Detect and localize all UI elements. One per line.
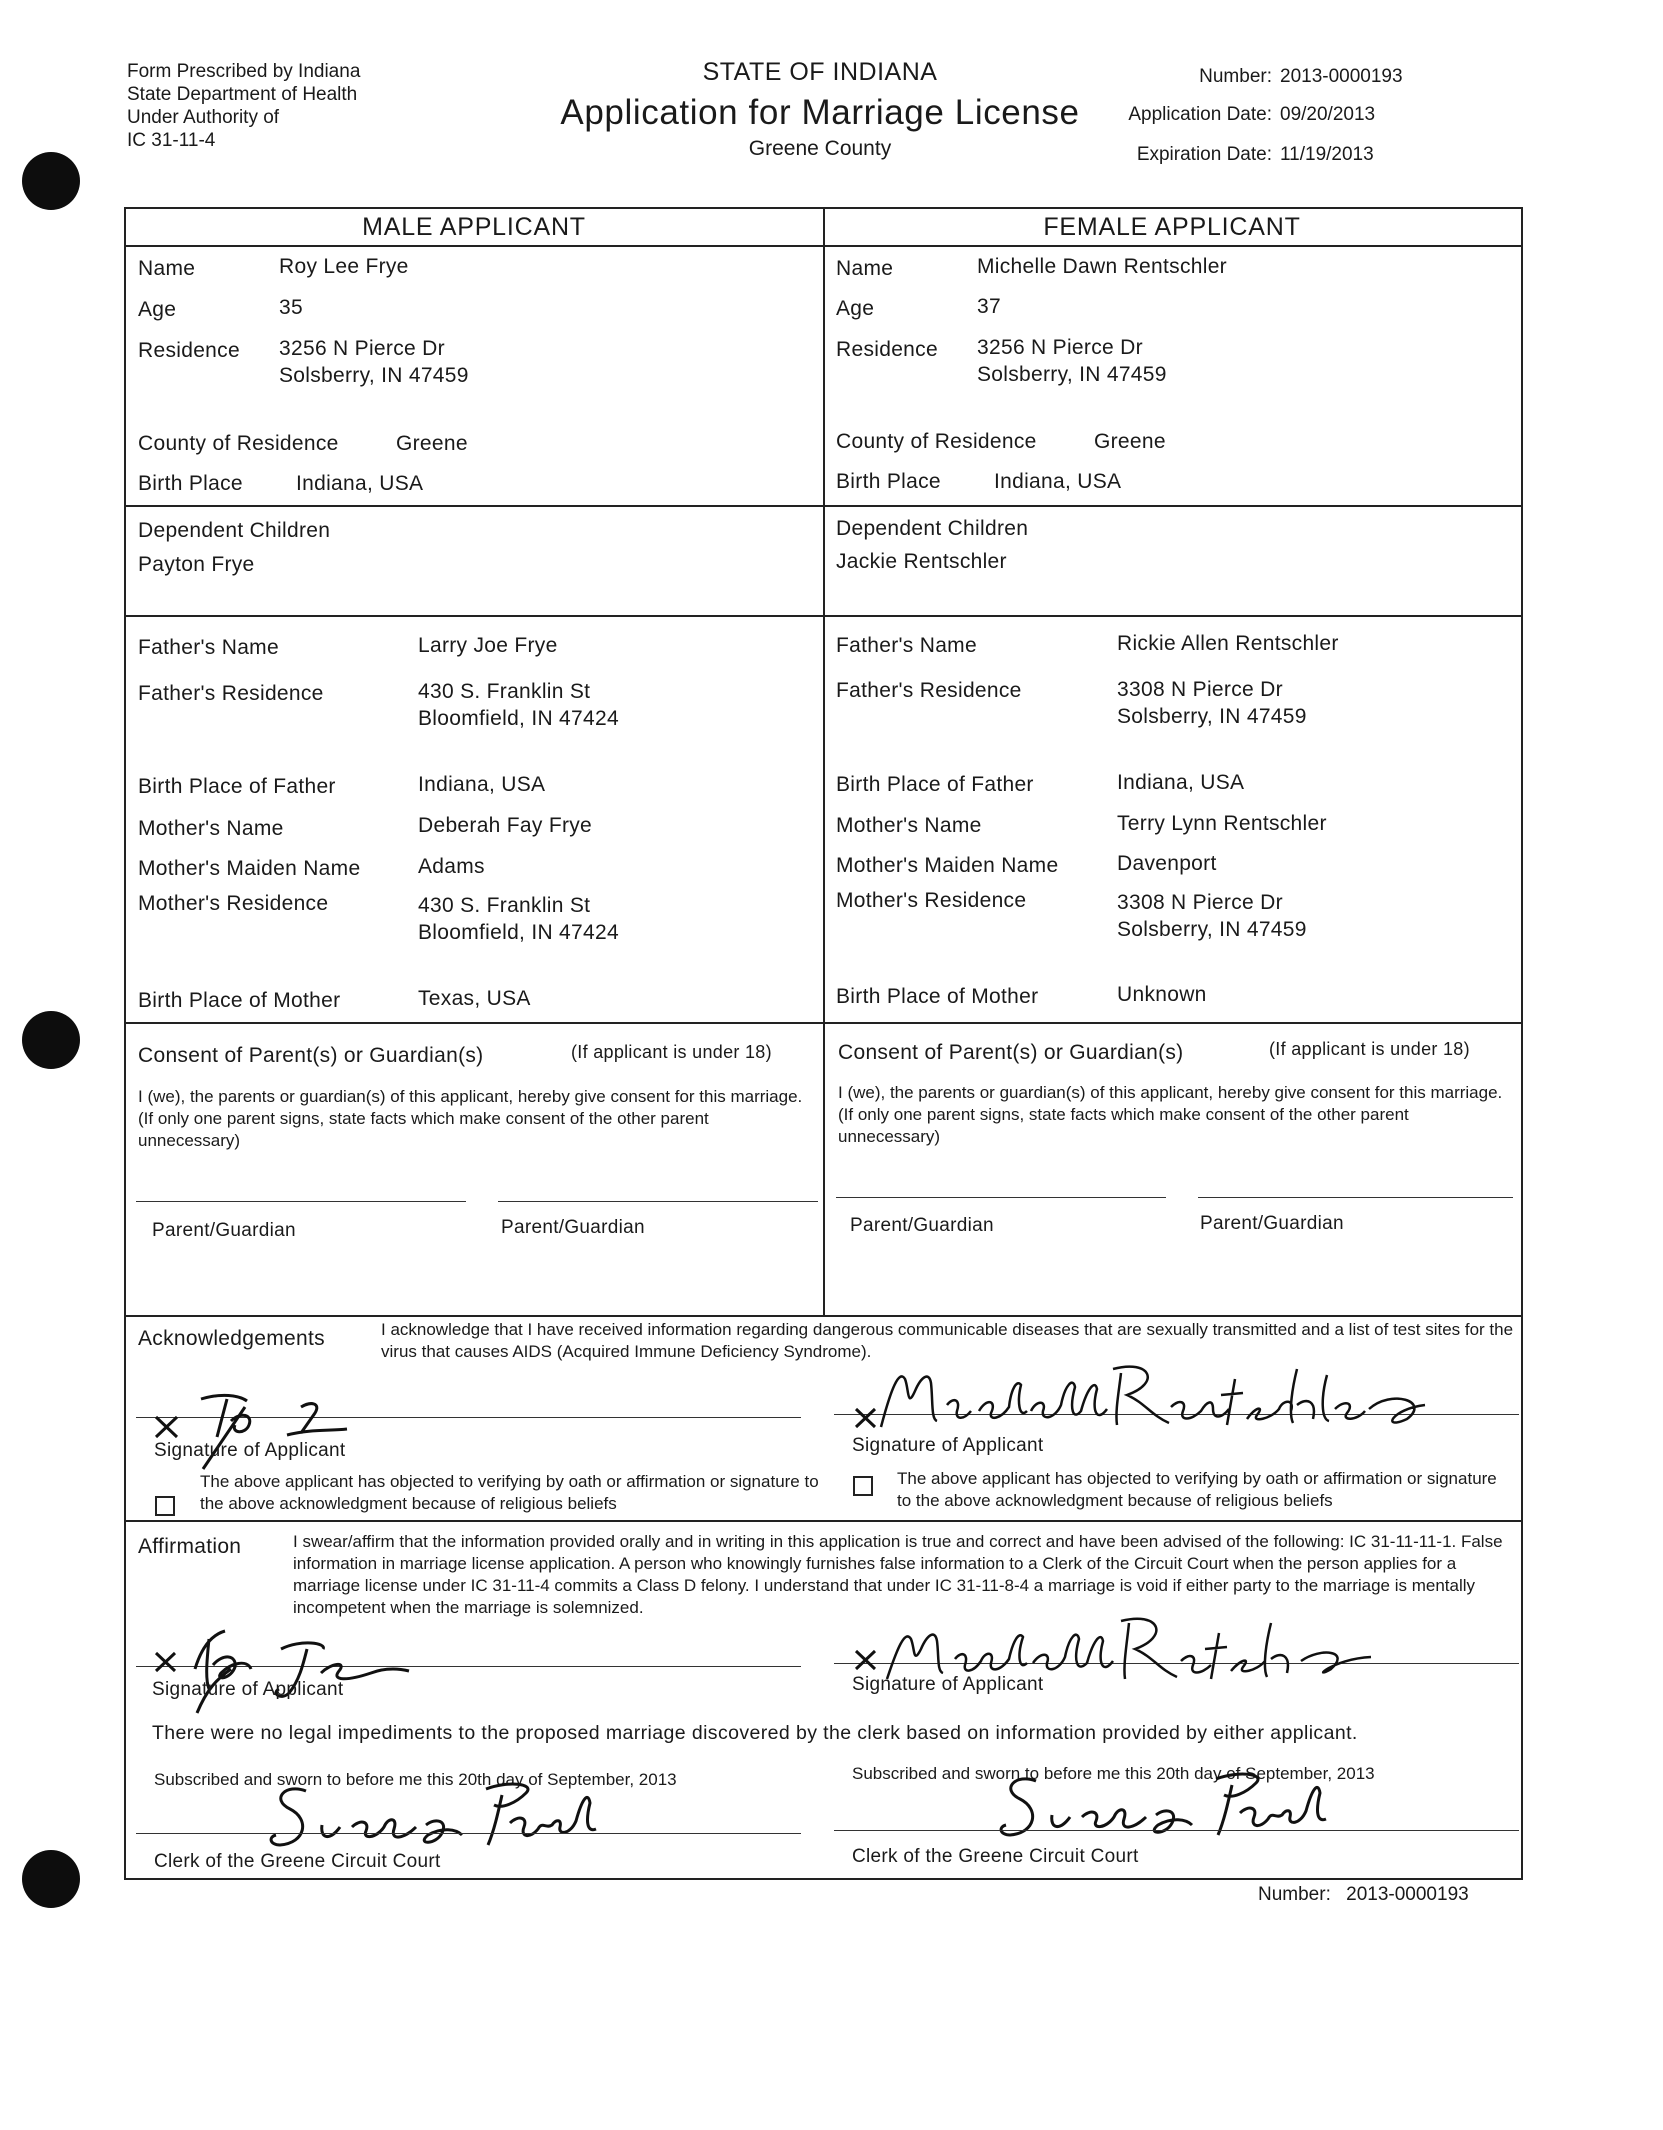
male-sworn-text: Subscribed and sworn to before me this 20th day of September, 2013 [154,1770,677,1789]
license-number: 2013-0000193 [1280,66,1403,87]
female-county-of-residence: Greene [1094,430,1166,453]
male-mothers-residence [418,892,619,946]
address-line: Bloomfield, IN 47424 [418,707,619,730]
authority-line: IC 31-11-4 [127,130,216,151]
mothers-residence-label: Mother's Residence [836,889,1027,912]
consent-note: (If applicant is under 18) [571,1042,772,1062]
religious-objection-text: The above applicant has objected to verifying by oath or affirmation or signature to the above acknowledgment because of religious beliefs [200,1472,819,1513]
fathers-residence-label: Father's Residence [138,682,324,705]
female-fathers-residence [1117,676,1307,730]
dependent-children-label: Dependent Children [836,517,1029,540]
address-line: 430 S. Franklin St [418,894,591,917]
expiration-date: 11/19/2013 [1280,144,1374,165]
acknowledgements-title: Acknowledgements [138,1327,325,1350]
female-sworn-text: Subscribed and sworn to before me this 20th day of September, 2013 [852,1764,1375,1783]
signature-of-applicant-label: Signature of Applicant [852,1674,1044,1695]
binder-hole [22,1011,80,1069]
female-mothers-maiden-name: Davenport [1117,852,1217,875]
female-name: Michelle Dawn Rentschler [977,255,1227,278]
clerk-signature-line-female [834,1830,1519,1831]
license-info [1128,66,1490,176]
female-mothers-name: Terry Lynn Rentschler [1117,812,1327,835]
address-line: 3256 N Pierce Dr [977,336,1143,359]
female-acknowledgement-signature [851,1349,1451,1444]
county-of-residence-label: County of Residence [836,430,1037,453]
residence-label: Residence [138,339,240,362]
male-applicant-heading: MALE APPLICANT [362,213,586,241]
acknowledgements-text: I acknowledge that I have received information regarding dangerous communicable diseases that are sexually transmitted and a list of test sites for the virus that causes AIDS (Acquired Immune Deficiency Syndrome). [381,1320,1514,1361]
residence-label: Residence [836,338,938,361]
divider [126,1315,1521,1317]
mothers-name-label: Mother's Name [138,817,284,840]
authority-line: State Department of Health [127,84,358,105]
parent-signature-line [1198,1197,1513,1198]
fathers-residence-label: Father's Residence [836,679,1022,702]
female-mothers-residence [1117,889,1307,943]
address-line: Solsberry, IN 47459 [977,363,1167,386]
age-label: Age [836,297,875,320]
male-age: 35 [279,296,303,319]
county-name: Greene County [748,137,892,160]
address-line: Solsberry, IN 47459 [279,364,469,387]
birth-place-label: Birth Place [138,472,243,495]
male-birth-place-of-father: Indiana, USA [418,773,546,796]
number-label: Number: [1199,66,1272,87]
religious-objection-checkbox-male[interactable] [155,1496,175,1516]
clerk-signature-female [996,1759,1336,1854]
binder-hole [22,1850,80,1908]
male-fathers-residence [418,678,619,732]
dependent-children-label: Dependent Children [138,519,331,542]
divider [823,209,825,1315]
birth-place-of-mother-label: Birth Place of Mother [138,989,341,1012]
consent-title: Consent of Parent(s) or Guardian(s) [138,1044,484,1067]
consent-text: I (we), the parents or guardian(s) of this applicant, hereby give consent for this marriage. (If only one parent signs, state facts which make consent of the other parent unnecessary) [138,1087,803,1150]
form-heading [490,58,1150,161]
footer-number [1258,1884,1469,1906]
mothers-name-label: Mother's Name [836,814,982,837]
address-line: 430 S. Franklin St [418,680,591,703]
mothers-residence-label: Mother's Residence [138,892,329,915]
clerk-label: Clerk of the Greene Circuit Court [154,1851,441,1872]
male-birth-place-of-mother: Texas, USA [418,987,531,1010]
male-name: Roy Lee Frye [279,255,409,278]
address-line: Solsberry, IN 47459 [1117,918,1307,941]
address-line: Solsberry, IN 47459 [1117,705,1307,728]
application-date: 09/20/2013 [1280,104,1376,125]
female-birth-place: Indiana, USA [994,470,1122,493]
affirmation-title: Affirmation [138,1535,242,1558]
female-fathers-name: Rickie Allen Rentschler [1117,632,1339,655]
footer-number-label: Number: [1258,1884,1331,1905]
form-authority [127,60,360,152]
application-date-label: Application Date: [1128,104,1272,125]
address-line: 3308 N Pierce Dr [1117,678,1283,701]
female-residence [977,334,1167,388]
parent-signature-line [836,1197,1166,1198]
application-form [124,207,1523,1880]
religious-objection-text: The above applicant has objected to verifying by oath or affirmation or signature to the above acknowledgment because of religious beliefs [897,1469,1497,1510]
clerk-signature-male [266,1769,606,1864]
footer-number-value: 2013-0000193 [1346,1884,1469,1905]
female-applicant-heading: FEMALE APPLICANT [1043,213,1301,241]
religious-objection-checkbox-female[interactable] [853,1476,873,1496]
male-dependent-children: Payton Frye [138,553,255,576]
birth-place-label: Birth Place [836,470,941,493]
parent-guardian-label: Parent/Guardian [152,1220,296,1241]
female-age: 37 [977,295,1001,318]
consent-text: I (we), the parents or guardian(s) of this applicant, hereby give consent for this marriage. (If only one parent signs, state facts which make consent of the other parent unnecessary) [838,1083,1503,1146]
binder-hole [22,152,80,210]
county-of-residence-label: County of Residence [138,432,339,455]
female-birth-place-of-father: Indiana, USA [1117,771,1245,794]
impediments-text: There were no legal impediments to the proposed marriage discovered by the clerk based on information provided by either applicant. [152,1722,1358,1744]
clerk-signature-line-male [136,1833,801,1834]
consent-note: (If applicant is under 18) [1269,1039,1470,1059]
birth-place-of-father-label: Birth Place of Father [138,775,336,798]
divider [126,1022,1521,1024]
signature-of-applicant-label: Signature of Applicant [152,1679,344,1700]
fathers-name-label: Father's Name [836,634,977,657]
female-birth-place-of-mother: Unknown [1117,983,1207,1006]
address-line: 3256 N Pierce Dr [279,337,445,360]
address-line: 3308 N Pierce Dr [1117,891,1283,914]
mothers-maiden-name-label: Mother's Maiden Name [836,854,1059,877]
page-title: Application for Marriage License [560,93,1080,132]
mothers-maiden-name-label: Mother's Maiden Name [138,857,361,880]
expiration-date-label: Expiration Date: [1136,144,1272,165]
female-dependent-children: Jackie Rentschler [836,550,1007,573]
state-name: STATE OF INDIANA [702,58,938,86]
divider [126,615,1521,617]
name-label: Name [836,257,894,280]
parent-guardian-label: Parent/Guardian [1200,1213,1344,1234]
divider [126,1520,1521,1522]
male-fathers-name: Larry Joe Frye [418,634,558,657]
consent-title: Consent of Parent(s) or Guardian(s) [838,1041,1184,1064]
address-line: Bloomfield, IN 47424 [418,921,619,944]
birth-place-of-mother-label: Birth Place of Mother [836,985,1039,1008]
parent-guardian-label: Parent/Guardian [850,1215,994,1236]
birth-place-of-father-label: Birth Place of Father [836,773,1034,796]
male-mothers-maiden-name: Adams [418,855,485,878]
clerk-label: Clerk of the Greene Circuit Court [852,1846,1139,1867]
authority-line: Under Authority of [127,107,280,128]
fathers-name-label: Father's Name [138,636,279,659]
parent-guardian-label: Parent/Guardian [501,1217,645,1238]
name-label: Name [138,257,196,280]
affirmation-text: I swear/affirm that the information provided orally and in writing in this application is true and correct and have been advised of the following: IC 31-11-11-1. False information in marriage license application. A person who knowingly furnishes false information to a Clerk of the Circuit Court when the person applies for a marriage license under IC 31-11-4 commits a Class D felony. I understand that under IC 31-11-8-4 a marriage is void if either party to the marriage is mentally incompetent when the marriage is solemnized. [293,1532,1503,1617]
male-birth-place: Indiana, USA [296,472,424,495]
male-residence [279,335,469,389]
signature-of-applicant-label: Signature of Applicant [852,1435,1044,1456]
divider [126,505,1521,507]
male-mothers-name: Deberah Fay Frye [418,814,593,837]
age-label: Age [138,298,177,321]
parent-signature-line [498,1201,818,1202]
authority-line: Form Prescribed by Indiana [127,61,361,82]
parent-signature-line [136,1201,466,1202]
male-county-of-residence: Greene [396,432,468,455]
signature-of-applicant-label: Signature of Applicant [154,1440,346,1461]
